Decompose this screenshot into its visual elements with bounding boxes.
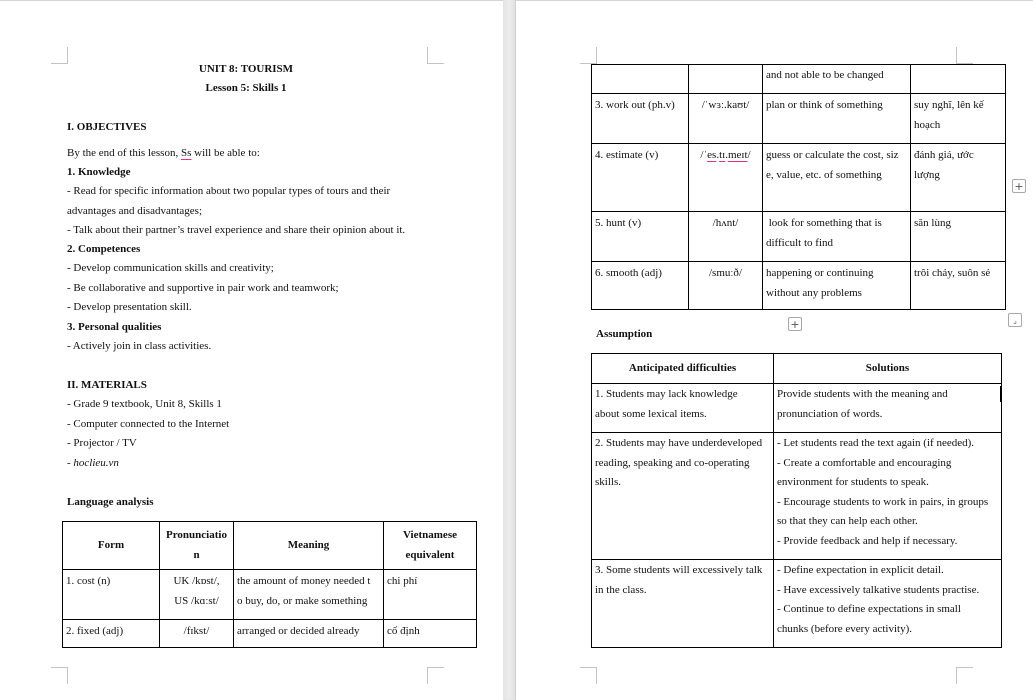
document-page-left[interactable] [0,0,503,700]
competence-item-3: - Develop presentation skill. [67,301,192,313]
spellcheck-word-ss[interactable]: Ss [180,147,192,159]
meaning-line1: the amount of money needed t [237,575,371,587]
knowledge-heading: 1. Knowledge [67,166,131,178]
solution-line: so that they can help each other. [777,515,918,527]
vocab-meaning-cell[interactable] [763,262,911,310]
difficulty-cell[interactable] [592,384,774,433]
competence-item-2: - Be collaborative and supportive in pair work and teamwork; [67,282,339,294]
qualities-heading: 3. Personal qualities [67,321,162,333]
assumption-table[interactable] [591,353,1002,648]
solution-cell[interactable] [774,384,1002,433]
difficulty-line: 2. Students may have underdeveloped [595,437,763,449]
solution-line: pronunciation of words. [777,407,883,420]
viet-line1: đánh giá, ước [914,149,974,161]
document-subtitle: Lesson 5: Skills 1 [205,82,287,94]
meaning-line1: happening or continuing [766,267,874,279]
table-row [63,570,477,620]
difficulty-cell[interactable] [592,433,774,560]
vocab-meaning-cell[interactable] [234,570,384,620]
meaning-line2: difficult to find [766,236,834,249]
objectives-heading: I. OBJECTIVES [67,121,147,133]
vocab-form-cell[interactable]: 1. cost (n) [63,570,160,620]
material-item-1: - Grade 9 textbook, Unit 8, Skills 1 [67,398,222,410]
meaning-line2: o buy, do, or make something [237,594,368,607]
meaning-line2: e, value, etc. of something [766,168,882,181]
vocab-header-vietnamese [384,522,477,570]
vocab-viet-cell[interactable] [911,65,1006,94]
spellcheck-pron-es[interactable]: es [707,149,717,161]
solution-line: chunks (before every activity). [777,622,912,635]
assumption-heading: Assumption [596,328,653,340]
page-gutter [503,0,515,699]
vocab-meaning-cell[interactable]: plan or think of something [763,94,911,144]
spellcheck-pron-ti[interactable]: tɪ [719,149,726,161]
meaning-line1: look for something that is [766,217,882,229]
pron-uk: UK /kɒst/, [173,575,220,587]
table-row [592,212,1006,262]
vocab-header-form: Form [63,522,160,570]
solution-line: - Let students read the text again (if needed). [777,437,975,449]
add-row-button[interactable]: + [788,317,802,331]
crop-mark-top-left [51,47,68,64]
crop-mark-bottom-right [956,667,973,684]
pron-header-line2: n [193,548,200,561]
vocab-pron-cell[interactable] [689,144,763,212]
solution-line: Provide students with the meaning and [777,388,948,400]
solution-line: environment for students to speak. [777,476,929,488]
material-item-2: - Computer connected to the Internet [67,418,230,430]
solution-line: - Provide feedback and help if necessary. [777,534,958,547]
vocabulary-table[interactable] [62,521,477,648]
crop-mark-top-left [580,47,597,64]
material-item-4 [67,454,119,474]
vocab-header-row [63,522,477,570]
table-row [592,94,1006,144]
intro-suffix: will be able to: [191,147,260,159]
difficulty-line: in the class. [595,583,647,596]
pron-header-line1: Pronunciatio [166,529,227,541]
meaning-line2: without any problems [766,286,862,299]
competence-item-1: - Develop communication skills and creativity; [67,262,274,274]
pron-prefix: /ˈ [700,149,708,161]
vocab-pron-cell[interactable]: /hʌnt/ [689,212,763,262]
vocab-form-cell[interactable]: 2. fixed (adj) [63,620,160,648]
material-link-hoclieu: hoclieu.vn [73,457,119,469]
vocab-form-cell[interactable]: 6. smooth (adj) [592,262,689,310]
table-row [592,144,1006,212]
quality-item-1: - Actively join in class activities. [67,340,212,352]
solution-line: - Continue to define expectations in small [777,603,961,615]
difficulty-line: skills. [595,476,621,488]
solution-line: - Encourage students to work in pairs, in groups [777,495,989,508]
viet-line2: lượng [914,168,940,181]
difficulty-cell[interactable] [592,560,774,648]
table-row [592,560,1002,648]
crop-mark-bottom-left [580,667,597,684]
vocab-meaning-cell[interactable] [763,212,911,262]
vocab-form-cell[interactable]: 3. work out (ph.v) [592,94,689,144]
vocab-viet-cell[interactable]: săn lùng [911,212,1006,262]
spellcheck-pron-meit[interactable]: meɪt [727,149,748,161]
vocab-viet-cell[interactable]: cố định [384,620,477,648]
viet-line1: suy nghĩ, lên kế [914,99,984,111]
solution-cell[interactable] [774,560,1002,648]
vocab-header-pronunciation [160,522,234,570]
meaning-line1: guess or calculate the cost, siz [766,149,899,161]
vocab-meaning-cell[interactable]: arranged or decided already [234,620,384,648]
crop-mark-top-right [956,47,973,64]
table-row [63,620,477,648]
materials-heading: II. MATERIALS [67,379,147,391]
difficulty-line: 1. Students may lack knowledge [595,388,738,400]
solution-line: - Have excessively talkative students practise. [777,583,980,596]
vocab-form-cell[interactable] [592,65,689,94]
vocab-viet-cell[interactable]: chi phí [384,570,477,620]
objectives-intro [67,144,260,164]
text-cursor [1000,386,1002,402]
pron-suffix: / [747,149,751,161]
vocab-form-cell[interactable]: 5. hunt (v) [592,212,689,262]
crop-mark-bottom-right [427,667,444,684]
table-row [592,384,1002,433]
material-4-prefix: - [67,457,74,469]
document-page-right[interactable] [515,0,1033,700]
knowledge-item-1b: advantages and disadvantages; [67,205,203,217]
table-resize-handle-icon[interactable]: ⌟ [1008,313,1022,327]
competences-heading: 2. Competences [67,243,141,255]
knowledge-item-1a: - Read for specific information about two popular types of tours and their [67,185,391,197]
add-column-button[interactable]: + [1012,179,1026,193]
crop-mark-top-right [427,47,444,64]
vocab-pron-cell[interactable]: /fɪkst/ [160,620,234,648]
vocab-pron-cell[interactable]: /smuːð/ [689,262,763,310]
vocab-meaning-cell[interactable]: and not able to be changed [763,65,911,94]
solution-cell[interactable] [774,433,1002,560]
vocab-pron-cell[interactable]: /ˈwɜː.kaʊt/ [689,94,763,144]
language-analysis-heading: Language analysis [67,496,154,508]
intro-prefix: By the end of this lesson, [67,147,181,159]
vocab-meaning-cell[interactable] [763,144,911,212]
solution-line: - Define expectation in explicit detail. [777,564,944,576]
solution-line: - Create a comfortable and encouraging [777,456,952,469]
crop-mark-bottom-left [51,667,68,684]
document-title: UNIT 8: TOURISM [198,63,294,75]
header-difficulties: Anticipated difficulties [592,354,774,384]
vocab-pron-cell[interactable] [160,570,234,620]
vocab-viet-cell[interactable] [911,144,1006,212]
difficulty-line: 3. Some students will excessively talk [595,564,763,576]
material-item-3: - Projector / TV [67,437,137,449]
vocab-pron-cell[interactable] [689,65,763,94]
vocab-header-meaning: Meaning [234,522,384,570]
table-row [592,65,1006,94]
pron-dot: . [716,149,720,161]
assumption-header-row [592,354,1002,384]
vocab-form-cell[interactable]: 4. estimate (v) [592,144,689,212]
vocab-viet-cell[interactable] [911,94,1006,144]
knowledge-item-2: - Talk about their partner’s travel experience and share their opinion about it. [67,224,406,236]
viet-header-line1: Vietnamese [403,529,457,541]
viet-line2: hoạch [914,118,941,131]
vocabulary-table-continued[interactable] [591,64,1006,310]
vocab-viet-cell[interactable]: trôi chảy, suôn sẻ [911,262,1006,310]
table-row [592,433,1002,560]
header-solutions: Solutions [774,354,1002,384]
table-row [592,262,1006,310]
difficulty-line: reading, speaking and co-operating [595,456,750,469]
pron-dot: . [725,149,728,161]
difficulty-line: about some lexical items. [595,407,707,420]
viet-header-line2: equivalent [405,548,455,561]
pron-us: US /kɑːst/ [174,594,219,607]
